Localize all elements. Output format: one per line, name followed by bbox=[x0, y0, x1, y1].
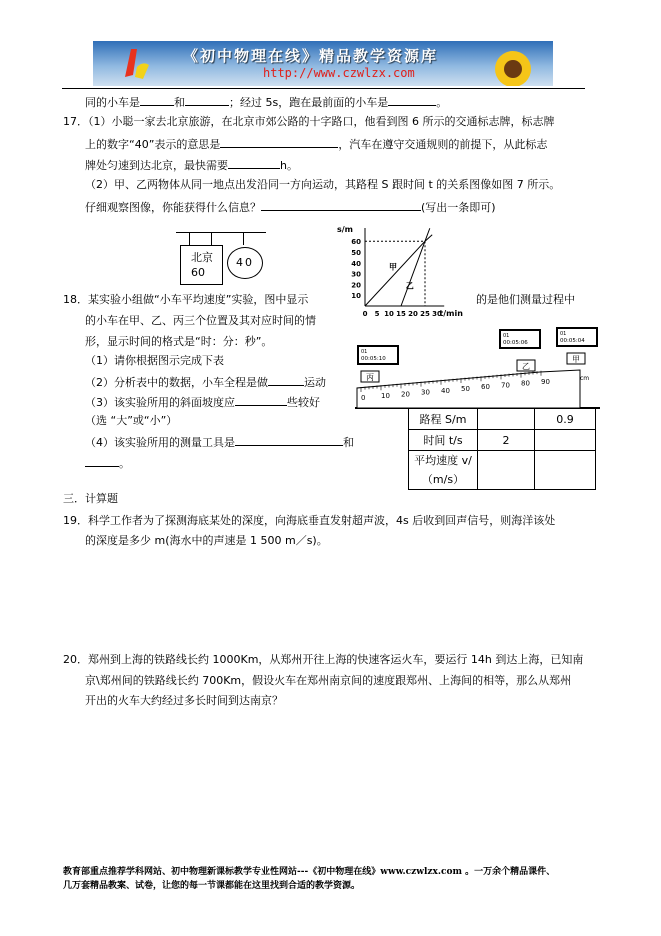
x-tick-label: 30 bbox=[432, 310, 442, 318]
jia-timer-text: 00:05:04 bbox=[560, 338, 585, 344]
table-row: 时间 t/s 2 bbox=[409, 430, 596, 451]
yi-timer-text: 00:05:06 bbox=[503, 340, 528, 346]
blank[interactable] bbox=[220, 136, 338, 148]
header-banner bbox=[93, 41, 553, 86]
timer-prefix: 01 bbox=[503, 333, 510, 339]
q18-2: （2）分析表中的数据，小车全程是做 运动 bbox=[85, 376, 326, 389]
x-tick-label: 5 bbox=[374, 310, 380, 318]
q17-line1: 17．（1）小聪一家去北京旅游，在北京市郊公路的十字路口，他看到图 6 所示的交通标志牌，标志牌 bbox=[63, 115, 555, 128]
timer-prefix: 01 bbox=[560, 331, 567, 337]
ruler-label: 20 bbox=[401, 390, 410, 399]
blank[interactable] bbox=[235, 434, 343, 446]
traffic-sign-figure bbox=[176, 232, 266, 288]
y-tick-label: 50 bbox=[351, 249, 361, 257]
q18-line1: 18．某实验小组做“小车平均速度”实验，图中显示 bbox=[63, 293, 309, 306]
series-label: 乙 bbox=[405, 281, 414, 291]
banner-title: 《初中物理在线》精品教学资源库 bbox=[183, 47, 439, 65]
line-q16-end: 同的小车是 和 ；经过 5s，跑在最前面的小车是 。 bbox=[85, 96, 448, 109]
bing-cart-label: 丙 bbox=[366, 373, 374, 382]
q17-2-line1: （2）甲、乙两物体从同一地点出发沿同一方向运动，其路程 S 跟时间 t 的关系图像如图 7 所示。 bbox=[85, 178, 561, 191]
footer-line2: 几万套精品教案、试卷，让您的每一节课都能在这里找到合适的教学资源。 bbox=[63, 881, 361, 891]
q19-line2: 的深度是多少 m(海水中的声速是 1 500 m／s)。 bbox=[85, 534, 328, 547]
table-row: 平均速度 v/（m/s） bbox=[409, 451, 596, 490]
ruler-label: 30 bbox=[421, 388, 430, 397]
y-axis-label: s/m bbox=[337, 225, 354, 234]
q18-line2: 的小车在甲、乙、丙三个位置及其对应时间的情 bbox=[85, 314, 316, 327]
ruler-unit: cm bbox=[580, 375, 590, 382]
banner-url: http://www.czwlzx.com bbox=[263, 66, 415, 80]
x-tick-label: 10 bbox=[384, 310, 394, 318]
blank[interactable] bbox=[228, 157, 280, 169]
distance-sign: 北京 60 bbox=[180, 245, 223, 285]
section-title: 三．计算题 bbox=[63, 492, 118, 505]
data-table bbox=[408, 408, 596, 490]
y-tick-label: 20 bbox=[351, 281, 361, 290]
x-tick-label: 20 bbox=[408, 310, 418, 318]
s-t-chart bbox=[335, 222, 475, 322]
series-label: 甲 bbox=[389, 262, 397, 272]
logo-icon bbox=[123, 47, 153, 81]
jia-cart-label: 甲 bbox=[572, 355, 580, 364]
blank[interactable] bbox=[388, 94, 436, 106]
ruler-label: 10 bbox=[381, 392, 390, 401]
q18-4b: 。 bbox=[85, 455, 130, 471]
incline-experiment-figure bbox=[355, 326, 600, 412]
footer-line1: 教育部重点推荐学科网站、初中物理新课标教学专业性网站---《初中物理在线》www.czwlzx.com 。一万余个精品课件、 bbox=[63, 867, 556, 877]
blank[interactable] bbox=[235, 394, 287, 406]
q17-2-line2: 仔细观察图像，你能获得什么信息？ (写出一条即可) bbox=[85, 201, 496, 214]
blank[interactable] bbox=[185, 94, 229, 106]
sunflower-icon bbox=[483, 49, 543, 86]
ruler-label: 60 bbox=[481, 383, 490, 392]
q17-line3: 牌处匀速到达北京，最快需要 h。 bbox=[85, 159, 298, 172]
ruler-label: 50 bbox=[461, 385, 470, 393]
ruler-label: 80 bbox=[521, 379, 530, 388]
q20-line2: 京\郑州间的铁路线长约 700Km，假设火车在郑州南京间的速度跟郑州、上海间的相等，那么从郑州 bbox=[85, 674, 572, 687]
x-axis-label: t/min bbox=[439, 309, 463, 318]
x-tick-label: 15 bbox=[396, 310, 406, 318]
blank[interactable] bbox=[85, 455, 119, 467]
header-rule bbox=[62, 88, 585, 89]
bing-timer-text: 00:05:10 bbox=[361, 356, 386, 362]
speed-limit-sign: 40 bbox=[227, 247, 263, 279]
q19-line1: 19．科学工作者为了探测海底某处的深度，向海底垂直发射超声波，4s 后收到回声信号，则海洋该处 bbox=[63, 514, 556, 527]
x-tick-label: 0 bbox=[362, 310, 368, 318]
q18-line3: 形，显示时间的格式是“时：分：秒”。 bbox=[85, 335, 273, 348]
q20-line3: 开出的火车大约经过多长时间到达南京？ bbox=[85, 694, 283, 707]
blank[interactable] bbox=[261, 199, 421, 211]
q18-3b: （选 “大”或“小”） bbox=[85, 414, 178, 427]
q17-line2: 上的数字“40”表示的意思是 ，汽车在遵守交通规则的前提下，从此标志 bbox=[85, 138, 548, 151]
y-tick-label: 60 bbox=[351, 238, 361, 247]
table-row: 路程 S/m 0.9 bbox=[409, 409, 596, 430]
series-line-jia bbox=[365, 235, 432, 306]
q20-line1: 20．郑州到上海的铁路线长约 1000Km，从郑州开往上海的快速客运火车，要运行 14h 到达上海，已知南 bbox=[63, 653, 584, 666]
q18-1: （1）请你根据图示完成下表 bbox=[85, 354, 224, 367]
q18-3: （3）该实验所用的斜面坡度应 些较好 bbox=[85, 396, 320, 409]
y-tick-label: 40 bbox=[351, 259, 361, 268]
yi-cart-label: 乙 bbox=[522, 362, 530, 371]
q18-line1-right: 的是他们测量过程中 bbox=[476, 293, 575, 306]
ruler-label: 70 bbox=[501, 381, 510, 390]
blank[interactable] bbox=[268, 374, 304, 386]
y-tick-label: 30 bbox=[351, 270, 361, 279]
x-tick-label: 25 bbox=[420, 310, 430, 318]
ruler-label: 90 bbox=[541, 377, 550, 386]
ruler-label: 0 bbox=[361, 394, 366, 402]
q18-4: （4）该实验所用的测量工具是 和 bbox=[85, 436, 354, 449]
timer-prefix: 01 bbox=[361, 349, 368, 355]
blank[interactable] bbox=[140, 94, 174, 106]
ruler-label: 40 bbox=[441, 386, 450, 395]
y-tick-label: 10 bbox=[351, 292, 361, 301]
